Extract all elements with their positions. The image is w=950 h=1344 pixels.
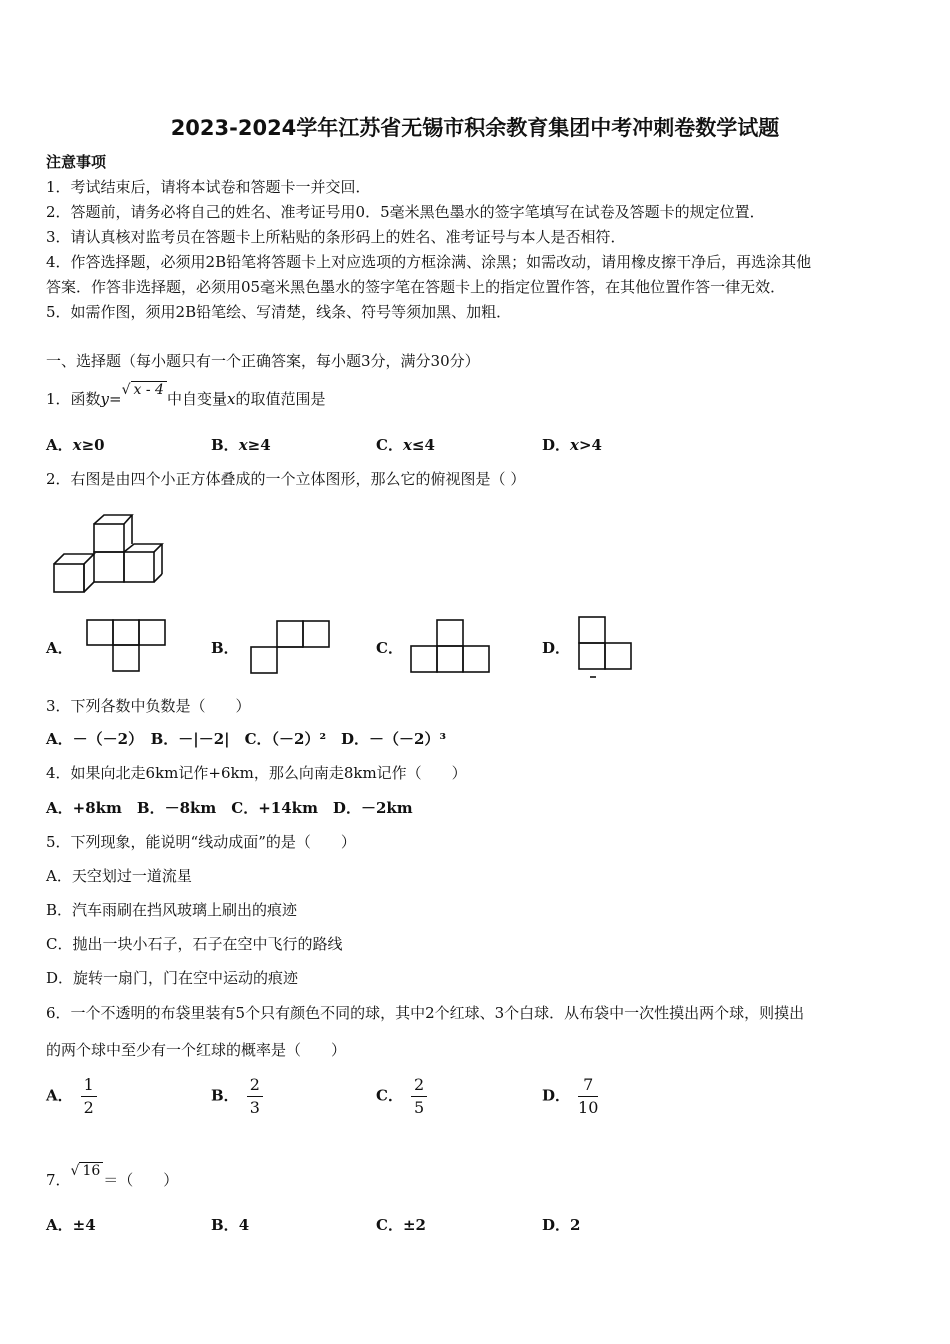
q7-option-c: C．±2: [376, 1216, 426, 1234]
q5-option-d: D．旋转一扇门，门在空中运动的痕迹: [46, 969, 299, 987]
q4-options: A．+8km B．－8km C．+14km D．－2km: [46, 799, 413, 817]
notice-item: 2．答题前，请务必将自己的姓名、准考证号用0．5毫米黑色墨水的签字笔填写在试卷及答题卡的规定位置．: [46, 203, 765, 221]
q5-option-b: B．汽车雨刷在挡风玻璃上刷出的痕迹: [46, 901, 298, 919]
notice-item: 5．如需作图，须用2B铅笔绘、写清楚，线条、符号等须加黑、加粗．: [46, 303, 512, 321]
fraction: $\frac{2}{5}$: [411, 1076, 427, 1117]
q6-option-b: B． $\frac{2}{3}$: [211, 1076, 263, 1117]
question-5: 5．下列现象，能说明“线动成面”的是（ ）: [46, 833, 356, 851]
question-1: [46, 382, 326, 410]
q1-option-a: A．x≥0: [46, 436, 105, 454]
page-title: 2023-2024学年江苏省无锡市积余教育集团中考冲刺卷数学试题: [170, 116, 780, 140]
q6-option-d: D． $\frac{7}{10}$: [542, 1075, 599, 1117]
q2-option-c-label: C．: [376, 639, 403, 657]
q7-option-b: B．4: [211, 1216, 250, 1234]
q2-option-d-label: D．: [542, 639, 571, 657]
q1-radicand: x - 4: [131, 381, 167, 398]
q2-option-a-label: A．: [46, 639, 73, 657]
q2-option-a-figure: [86, 619, 166, 673]
sqrt-expression: √ 16: [71, 1161, 104, 1181]
notice-item: 1．考试结束后，请将本试卷和答题卡一并交回．: [46, 178, 371, 196]
section-heading: 一、选择题（每小题只有一个正确答案，每小题3分，满分30分）: [46, 352, 480, 370]
question-6-line2: 的两个球中至少有一个红球的概率是（ ）: [46, 1041, 347, 1059]
q7-option-d: D．2: [542, 1216, 581, 1234]
question-3: 3．下列各数中负数是（ ）: [46, 697, 251, 715]
fraction: $\frac{2}{3}$: [247, 1076, 263, 1117]
q1-option-d: D．x>4: [542, 436, 602, 454]
q1-var: x: [226, 390, 236, 408]
q1-suffix: 中自变量: [166, 390, 227, 408]
question-4: 4．如果向北走6km记作+6km，那么向南走8km记作（ ）: [46, 764, 467, 782]
q1-option-c: C．x≤4: [376, 436, 435, 454]
q5-option-c: C．抛出一块小石子，石子在空中飞行的路线: [46, 935, 343, 953]
notice-item: 答案．作答非选择题，必须用05毫米黑色墨水的签字笔在答题卡上的指定位置作答，在其他位置作答一律无效．: [46, 278, 786, 296]
q2-option-b-label: B．: [211, 639, 239, 657]
q1-func: y=: [100, 390, 122, 408]
question-2: 2．右图是由四个小正方体叠成的一个立体图形，那么它的俯视图是（ ）: [46, 470, 526, 488]
q6-option-a: A． $\frac{1}{2}$: [46, 1076, 97, 1117]
fraction: $\frac{7}{10}$: [578, 1075, 599, 1117]
question-7: 7．√ 16 ＝（ ）: [46, 1163, 179, 1189]
notice-item: 3．请认真核对监考员在答题卡上所粘贴的条形码上的姓名、准考证号与本人是否相符．: [46, 228, 626, 246]
notice-item: 4．作答选择题，必须用2B铅笔将答题卡上对应选项的方框涂满、涂黑；如需改动，请用橡皮擦干净后，再选涂其他: [46, 253, 812, 271]
q1-prefix: 1．函数: [46, 390, 101, 408]
q7-option-a: A．±4: [46, 1216, 96, 1234]
q1-option-b: B．x≥4: [211, 436, 271, 454]
sqrt-expression: √ x - 4: [122, 380, 167, 400]
q2-option-d-figure: [578, 616, 634, 680]
q3-options: A．－（－2） B．－|－2| C．（－2）² D．－（－2）³: [46, 730, 447, 748]
cube-stack-figure: [50, 512, 170, 596]
question-6-line1: 6．一个不透明的布袋里装有5个只有颜色不同的球，其中2个红球、3个白球．从布袋中一次性摸出两个球，则摸出: [46, 1004, 805, 1022]
q2-option-b-figure: [250, 620, 332, 674]
q6-option-c: C． $\frac{2}{5}$: [376, 1076, 427, 1117]
notice-heading: 注意事项: [46, 153, 107, 171]
q2-option-c-figure: [410, 619, 492, 673]
fraction: $\frac{1}{2}$: [81, 1076, 97, 1117]
q1-suffix2: 的取值范围是: [235, 390, 326, 408]
q5-option-a: A．天空划过一道流星: [46, 867, 192, 885]
